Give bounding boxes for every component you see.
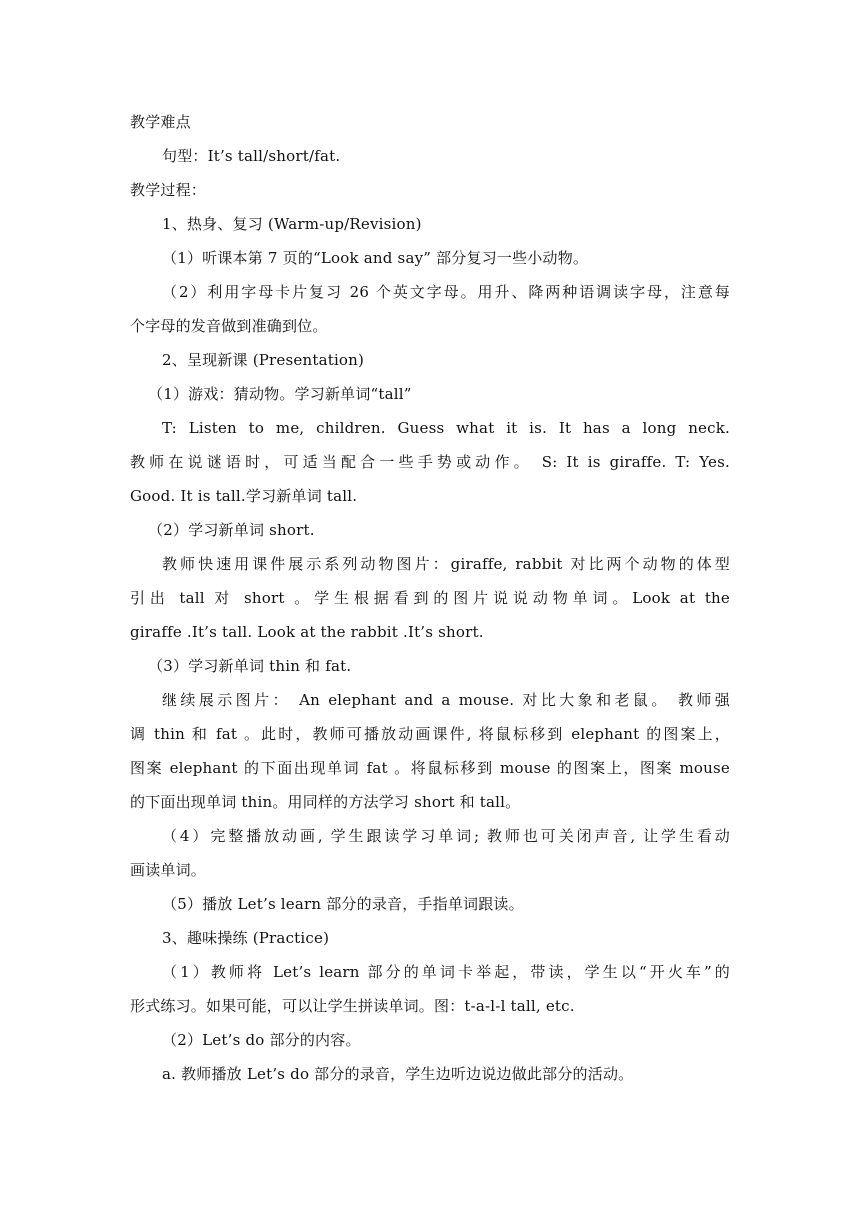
step-3-item-2-a: a. 教师播放 Let’s do 部分的录音，学生边听边说边做此部分的活动。 xyxy=(162,1065,634,1083)
step-2-item-1: （1）游戏：猜动物。学习新单词“tall” xyxy=(148,385,412,403)
step-2-heading: 2、呈现新课 (Presentation) xyxy=(162,351,365,369)
step-2-item-2: （2）学习新单词 short. xyxy=(148,521,315,539)
step-2-item-3: （3）学习新单词 thin 和 fat. xyxy=(148,657,352,675)
step-3-heading: 3、趣味操练 (Practice) xyxy=(162,929,330,947)
thin-fat-paragraph-line-1: 继续展示图片： An elephant and a mouse. 对比大象和老鼠。 教师强 xyxy=(162,691,730,709)
thin-fat-paragraph-line-4: 的下面出现单词 thin。用同样的方法学习 short 和 tall。 xyxy=(130,793,521,811)
step-2-item-4-line-1: （4）完整播放动画, 学生跟读学习单词; 教师也可关闭声音, 让学生看动 xyxy=(162,827,730,845)
step-1-item-2-line-1: （2）利用字母卡片复习 26 个英文字母。用升、降两种语调读字母，注意每 xyxy=(162,283,730,301)
step-1-item-2-line-2: 个字母的发音做到准确到位。 xyxy=(130,317,328,335)
step-1-item-1: （1）听课本第 7 页的“Look and say” 部分复习一些小动物。 xyxy=(162,249,589,267)
step-1-heading: 1、热身、复习 (Warm-up/Revision) xyxy=(162,215,422,233)
short-paragraph-line-1: 教师快速用课件展示系列动物图片：giraffe, rabbit 对比两个动物的体型 xyxy=(162,555,730,573)
heading-teaching-process: 教学过程： xyxy=(130,181,207,199)
step-2-item-4-line-2: 画读单词。 xyxy=(130,861,207,879)
dialogue-line-1: T: Listen to me, children. Guess what it is. It has a long neck. xyxy=(162,419,730,437)
sentence-pattern: 句型：It’s tall/short/fat. xyxy=(162,147,341,165)
step-2-item-5: （5）播放 Let’s learn 部分的录音，手指单词跟读。 xyxy=(162,895,524,913)
heading-teaching-difficulty: 教学难点 xyxy=(130,113,191,131)
step-3-item-1-line-1: （1）教师将 Let’s learn 部分的单词卡举起，带读，学生以“开火车”的 xyxy=(162,963,730,981)
step-3-item-1-line-2: 形式练习。如果可能，可以让学生拼读单词。图：t-a-l-l tall, etc. xyxy=(130,997,575,1015)
thin-fat-paragraph-line-2: 调 thin 和 fat 。此时，教师可播放动画课件, 将鼠标移到 elephant 的图案上， xyxy=(130,725,730,743)
short-paragraph-line-2: 引出 tall 对 short 。学生根据看到的图片说说动物单词。Look at the xyxy=(130,589,730,607)
dialogue-line-3: Good. It is tall.学习新单词 tall. xyxy=(130,487,358,505)
step-3-item-2: （2）Let’s do 部分的内容。 xyxy=(162,1031,361,1049)
short-paragraph-line-3: giraffe .It’s tall. Look at the rabbit .It’s short. xyxy=(130,623,484,641)
dialogue-line-2: 教师在说谜语时，可适当配合一些手势或动作。 S: It is giraffe. T: Yes. xyxy=(130,453,730,471)
thin-fat-paragraph-line-3: 图案 elephant 的下面出现单词 fat 。将鼠标移到 mouse 的图案上，图案 mouse xyxy=(130,759,730,777)
